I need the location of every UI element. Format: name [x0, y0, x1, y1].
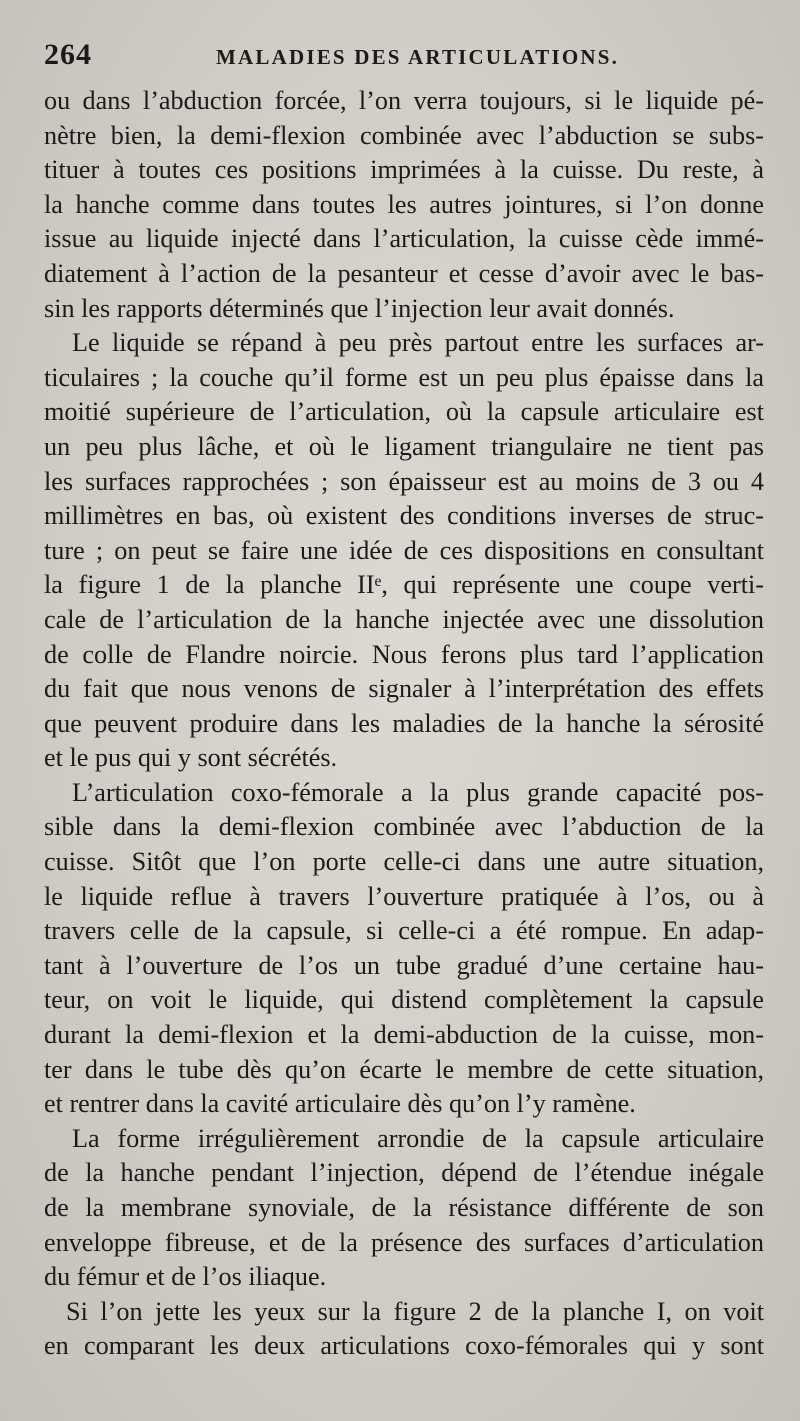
- text-line: Le liquide se répand à peu près partout entre les surfaces ar-: [72, 328, 764, 358]
- paragraph: [44, 1295, 764, 1364]
- text-line: de la membrane synoviale, de la résistance différente de son: [44, 1193, 764, 1222]
- text-line: Si l’on jette les yeux sur la figure 2 de la planche I, on voit: [66, 1296, 764, 1326]
- text-line: teur, on voit le liquide, qui distend complètement la capsule: [44, 985, 764, 1015]
- paragraph: [44, 776, 764, 1122]
- text-line: diatement à l’action de la pesanteur et cesse d’avoir avec le bas-: [44, 258, 764, 288]
- running-head: [44, 38, 764, 78]
- text-line: que peuvent produire dans les maladies de la hanche la sérosité: [44, 708, 764, 738]
- paragraph: [44, 326, 764, 776]
- text-line: ter dans le tube dès qu’on écarte le membre de cette situation,: [44, 1054, 764, 1084]
- paragraph: [44, 84, 764, 326]
- text-line: sin les rapports déterminés que l’injection leur avait donnés.: [44, 293, 675, 323]
- text-line: de colle de Flandre noircie. Nous ferons plus tard l’application: [44, 639, 764, 669]
- text-line: de la hanche pendant l’injection, dépend de l’étendue inégale: [44, 1158, 764, 1188]
- text-line: ture ; on peut se faire une idée de ces dispositions en consultant: [44, 535, 764, 565]
- text-line: en comparant les deux articulations coxo-fémorales qui y sont: [44, 1331, 764, 1361]
- text-line: La forme irrégulièrement arrondie de la capsule articulaire: [72, 1123, 764, 1153]
- body-text: [44, 84, 764, 1364]
- text-line: durant la demi-flexion et la demi-abduction de la cuisse, mon-: [44, 1020, 764, 1050]
- text-line: un peu plus lâche, et où le ligament triangulaire ne tient pas: [44, 431, 764, 461]
- page-number: 264: [44, 38, 92, 71]
- text-line: du fait que nous venons de signaler à l’interprétation des effets: [44, 674, 764, 704]
- text-line: moitié supérieure de l’articulation, où la capsule articulaire est: [44, 397, 764, 427]
- text-line: millimètres en bas, où existent des conditions inverses de struc-: [44, 501, 764, 531]
- text-line: la figure 1 de la planche IIᵉ, qui représente une coupe verti-: [44, 570, 764, 600]
- text-line: du fémur et de l’os iliaque.: [44, 1262, 327, 1292]
- text-line: ticulaires ; la couche qu’il forme est un peu plus épaisse dans la: [44, 362, 764, 392]
- text-line: cuisse. Sitôt que l’on porte celle-ci dans une autre situation,: [44, 847, 764, 877]
- text-line: les surfaces rapprochées ; son épaisseur est au moins de 3 ou 4: [44, 466, 764, 496]
- text-line: tituer à toutes ces positions imprimées à la cuisse. Du reste, à: [44, 155, 764, 185]
- text-line: et rentrer dans la cavité articulaire dès qu’on l’y ramène.: [44, 1089, 636, 1119]
- text-line: cale de l’articulation de la hanche injectée avec une dissolution: [44, 604, 764, 634]
- text-line: issue au liquide injecté dans l’articulation, la cuisse cède immé-: [44, 224, 764, 254]
- text-line: enveloppe fibreuse, et de la présence des surfaces d’articulation: [44, 1227, 764, 1257]
- text-line: la hanche comme dans toutes les autres jointures, si l’on donne: [44, 189, 764, 219]
- text-line: sible dans la demi-flexion combinée avec l’abduction de la: [44, 812, 764, 842]
- text-line: ou dans l’abduction forcée, l’on verra toujours, si le liquide pé-: [44, 86, 764, 115]
- text-line: travers celle de la capsule, si celle-ci a été rompue. En adap-: [44, 916, 764, 946]
- paragraph: [44, 1122, 764, 1295]
- text-line: le liquide reflue à travers l’ouverture pratiquée à l’os, ou à: [44, 881, 764, 911]
- text-line: tant à l’ouverture de l’os un tube gradué d’une certaine hau-: [44, 950, 764, 980]
- text-line: et le pus qui y sont sécrétés.: [44, 743, 338, 773]
- running-title: MALADIES DES ARTICULATIONS.: [216, 45, 620, 69]
- text-line: L’articulation coxo-fémorale a la plus grande capacité pos-: [72, 777, 764, 807]
- text-line: nètre bien, la demi-flexion combinée avec l’abduction se subs-: [44, 120, 764, 150]
